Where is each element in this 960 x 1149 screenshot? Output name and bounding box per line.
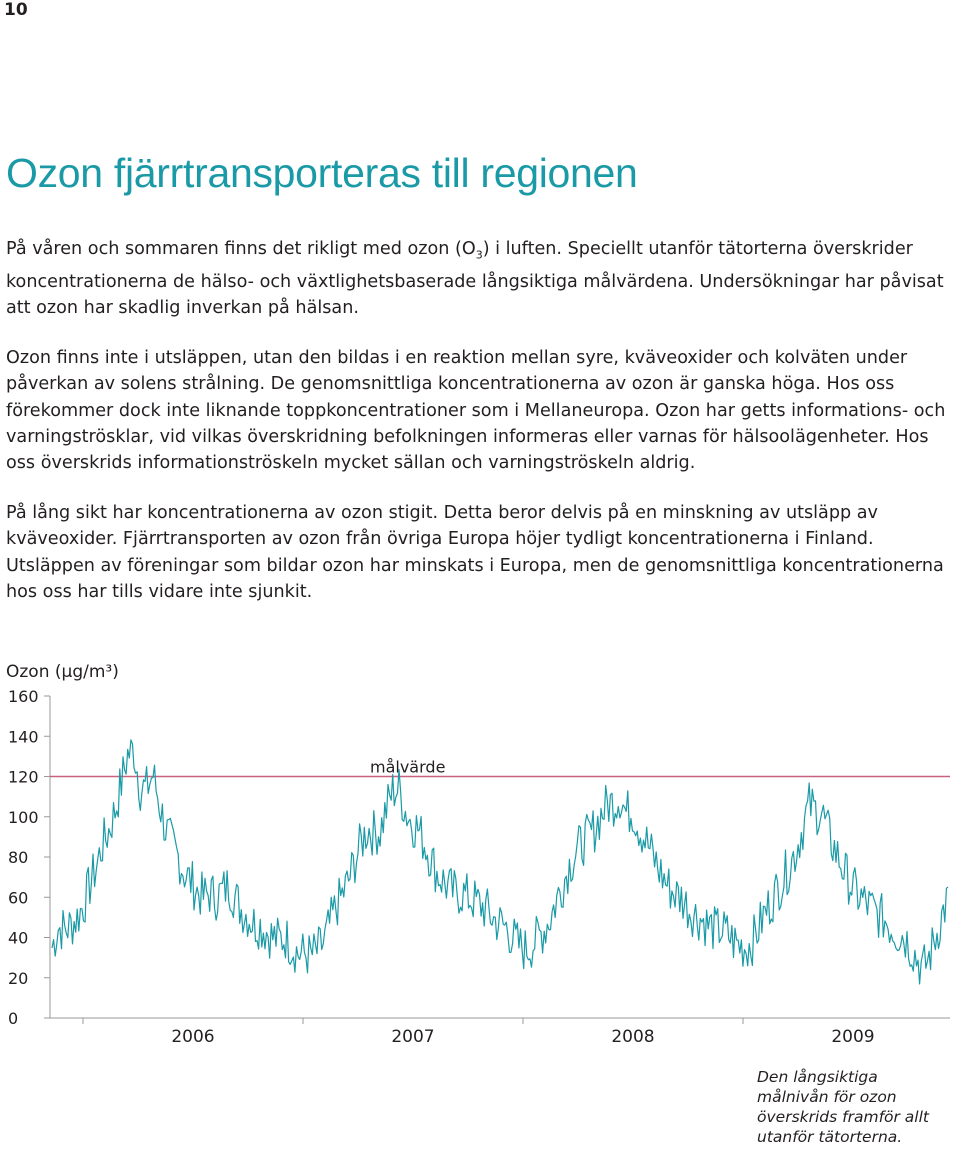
chart-caption: Den långsiktiga målnivån för ozon överskrids framför allt utanför tätorterna. — [757, 1068, 929, 1146]
body-text — [6, 236, 954, 629]
x-tick-label: 2009 — [831, 1027, 875, 1047]
y-tick-label: 20 — [8, 968, 29, 988]
ozone-chart-svg — [0, 650, 960, 1050]
y-tick-label: 40 — [8, 928, 29, 948]
y-tick-label: 160 — [8, 687, 39, 706]
paragraph-1 — [6, 236, 954, 321]
page-title: Ozon fjärrtransporteras till regionen — [6, 150, 638, 196]
chart-axes — [44, 696, 950, 1024]
y-tick-label: 60 — [8, 888, 29, 908]
y-axis-label: Ozon (µg/m³) — [6, 662, 119, 682]
y-tick-label: 100 — [8, 807, 39, 827]
x-tick-label: 2006 — [171, 1027, 215, 1047]
paragraph-3: På lång sikt har koncentrationerna av ozon stigit. Detta beror delvis på en minskning av utsläpp av kväveoxider. Fjärrtransporten av ozon från övriga Europa höjer tydligt koncentrationerna i Finland. Utsläppen av föreningar som bildar ozon har minskats i Europa, men de genomsnittliga koncentrationerna hos oss har tills vidare inte sjunkit. — [6, 503, 944, 602]
y-tick-label: 80 — [8, 848, 29, 867]
x-tick-label: 2007 — [391, 1027, 435, 1047]
target-label: målvärde — [370, 757, 446, 777]
paragraph-1-part-b: ) i luften. Speciellt utanför tätorterna överskrider koncentrationerna de hälso- och växtlighetsbaserade långsiktiga målvärdena. Undersökningar har påvisat att ozon har skadlig inverkan på hälsan. — [6, 239, 944, 318]
y-tick-label: 120 — [8, 767, 39, 787]
page-number: 10 — [4, 0, 28, 20]
ozone-subscript: 3 — [475, 248, 483, 262]
paragraph-1-part-a: På våren och sommaren finns det rikligt med ozon (O — [6, 239, 476, 259]
chart-labels — [6, 662, 875, 1047]
paragraph-2: Ozon finns inte i utsläppen, utan den bildas i en reaktion mellan syre, kväveoxider och kolväten under påverkan av solens strålning. De genomsnittliga koncentrationerna av ozon är ganska höga. Hos oss förekommer dock inte liknande toppkoncentrationer som i Mellaneuropa. Ozon har getts informations- och varningströsklar, vid vilkas överskridning befolkningen informeras eller varnas för hälsoolägenheter. Hos oss överskrids informationströskeln mycket sällan och varningströskeln aldrig. — [6, 348, 946, 473]
x-tick-label: 2008 — [611, 1027, 655, 1047]
y-tick-label: 0 — [8, 1009, 19, 1028]
y-tick-label: 140 — [8, 727, 39, 747]
ozone-chart — [0, 650, 960, 1050]
